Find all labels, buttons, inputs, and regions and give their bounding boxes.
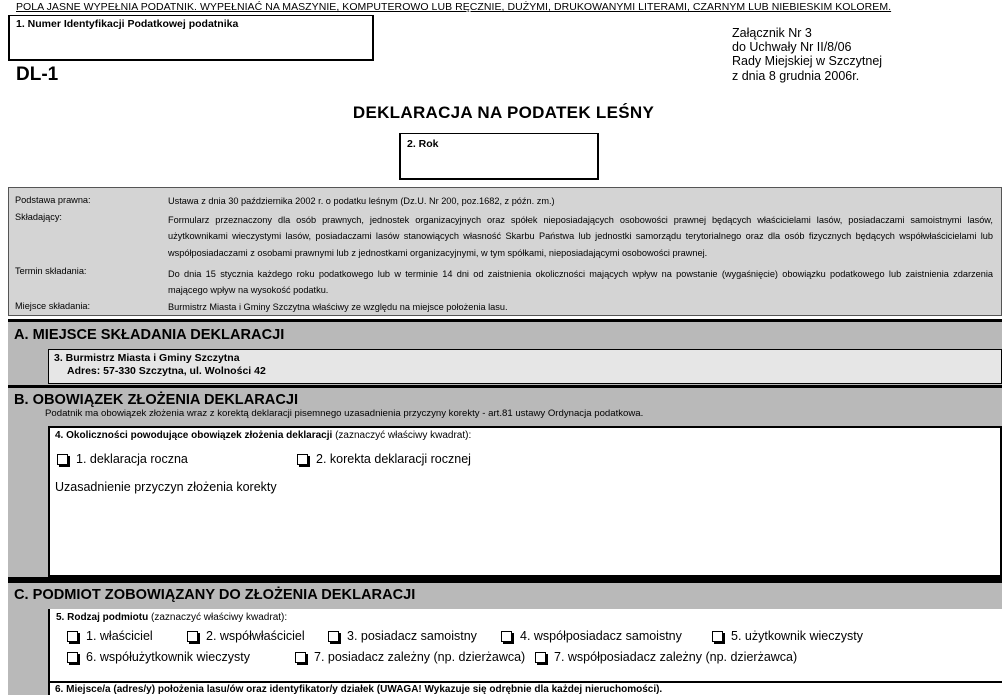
legal-info-panel: [8, 187, 1002, 316]
obligation-field-hint: (zaznaczyć właściwy kwadrat):: [332, 430, 472, 441]
place-value: Burmistrz Miasta i Gminy Szczytna właściwy ze względu na miejsce położenia lasu.: [168, 302, 508, 312]
option-co-perpetual-user[interactable]: [67, 650, 250, 664]
option-annual-label: 1. deklaracja roczna: [76, 452, 188, 466]
forest-location-field[interactable]: [48, 681, 1002, 695]
forest-location-label: 6. Miejsce/a (adres/y) położenia lasu/ów oraz identyfikator/y działek (UWAGA! Wykazuje się odrębnie dla każdej nieruchomości).: [55, 684, 663, 695]
place-label: Miejsce składania:: [15, 301, 91, 311]
checkbox-icon[interactable]: [187, 631, 198, 642]
legal-basis-label: Podstawa prawna:: [15, 195, 91, 205]
option-dependent-holder-label: 7. posiadacz zależny (np. dzierżawca): [314, 650, 526, 664]
obligation-field: [48, 426, 1002, 577]
option-co-owner[interactable]: [187, 629, 305, 643]
option-perpetual-user-label: 5. użytkownik wieczysty: [731, 629, 863, 643]
year-field[interactable]: [399, 133, 599, 180]
checkbox-icon[interactable]: [295, 652, 306, 663]
section-b-title: B. OBOWIĄZEK ZŁOŻENIA DEKLARACJI: [14, 392, 299, 408]
attachment-line-3: Rady Miejskiej w Szczytnej: [732, 54, 883, 69]
obligation-field-title: 4. Okoliczności powodujące obowiązek złożenia deklaracji: [55, 430, 333, 441]
justification-label: Uzasadnienie przyczyn złożenia korekty: [55, 480, 277, 494]
nip-field[interactable]: [8, 15, 374, 61]
option-co-independent-holder-label: 4. współposiadacz samoistny: [520, 629, 682, 643]
section-c: [8, 580, 1002, 695]
section-a-title: A. MIEJSCE SKŁADANIA DEKLARACJI: [14, 327, 285, 343]
option-owner[interactable]: [67, 629, 153, 643]
option-perpetual-user[interactable]: [712, 629, 863, 643]
option-co-owner-label: 2. współwłaściciel: [206, 629, 305, 643]
attachment-line-4: z dnia 8 grudnia 2006r.: [732, 68, 860, 83]
section-a: [8, 319, 1002, 385]
option-co-dependent-holder[interactable]: [535, 650, 797, 664]
page-title: DEKLARACJA NA PODATEK LEŚNY: [352, 103, 655, 122]
year-field-label: 2. Rok: [407, 138, 439, 150]
tax-office-name: 3. Burmistrz Miasta i Gminy Szczytna: [54, 352, 240, 364]
filer-label: Składający:: [15, 212, 62, 222]
entity-type-field: [48, 609, 1002, 686]
legal-basis-value: Ustawa z dnia 30 października 2002 r. o podatku leśnym (Dz.U. Nr 200, poz.1682, z późn. zm.): [168, 196, 555, 206]
option-independent-holder-label: 3. posiadacz samoistny: [347, 629, 477, 643]
option-dependent-holder[interactable]: [295, 650, 525, 664]
option-independent-holder[interactable]: [328, 629, 477, 643]
option-correction[interactable]: [297, 452, 471, 466]
option-co-independent-holder[interactable]: [501, 629, 682, 643]
tax-office-field: [48, 349, 1002, 384]
tax-office-address: Adres: 57-330 Szczytna, ul. Wolności 42: [67, 365, 266, 377]
checkbox-icon[interactable]: [297, 454, 308, 465]
checkbox-icon[interactable]: [328, 631, 339, 642]
attachment-info: [732, 26, 882, 83]
obligation-field-label: [55, 430, 471, 441]
form-code: DL-1: [16, 64, 59, 85]
option-correction-label: 2. korekta deklaracji rocznej: [316, 452, 471, 466]
option-annual-declaration[interactable]: [57, 452, 188, 466]
entity-type-hint: (zaznaczyć właściwy kwadrat):: [148, 612, 288, 623]
entity-type-label: [56, 612, 287, 623]
filer-value: Formularz przeznaczony dla osób prawnych, jednostek organizacyjnych oraz spółek nieposiadających osobowości prawnej będących właścicielami lasów, posiadaczami samoistnymi lasów, użytkownikami wieczystymi lasów, posiadaczami lasów stanowiących własność Skarbu Państwa lub jednostki samorządu terytorialnego oraz dla osób fizycznych będących współwłaścicielami lub współposiadaczami z osobami prawnymi lub z jednostkami organizacyjnymi, w tym spółkami, nieposiadającymi osobowości prawnej.: [168, 215, 993, 258]
checkbox-icon[interactable]: [57, 454, 68, 465]
attachment-line-2: do Uchwały Nr II/8/06: [732, 40, 852, 55]
correction-note: Podatnik ma obowiązek złożenia wraz z korektą deklaracji pisemnego uzasadnienia przyczyny korekty - art.81 ustawy Ordynacja podatkowa.: [45, 408, 644, 419]
checkbox-icon[interactable]: [712, 631, 723, 642]
section-c-title: C. PODMIOT ZOBOWIĄZANY DO ZŁOŻENIA DEKLARACJI: [14, 587, 416, 603]
option-co-perpetual-user-label: 6. współużytkownik wieczysty: [86, 650, 250, 664]
checkbox-icon[interactable]: [501, 631, 512, 642]
checkbox-icon[interactable]: [67, 631, 78, 642]
deadline-value: Do dnia 15 stycznia każdego roku podatkowego lub w terminie 14 dni od zaistnienia okoliczności mających wpływ na powstanie (wygaśnięcie) obowiązku podatkowego lub zaistnienia zdarzenia mającego wpływ na wysokość podatku.: [168, 269, 993, 296]
deadline-label: Termin składania:: [15, 266, 87, 276]
entity-type-title: 5. Rodzaj podmiotu: [56, 612, 149, 623]
option-owner-label: 1. właściciel: [86, 629, 153, 643]
checkbox-icon[interactable]: [535, 652, 546, 663]
fill-instruction: POLA JASNE WYPEŁNIA PODATNIK. WYPEŁNIAĆ NA MASZYNIE, KOMPUTEROWO LUB RĘCZNIE, DUŻYMI, DRUKOWANYMI LITERAMI, CZARNYM LUB NIEBIESKIM KOLOREM.: [16, 1, 892, 13]
checkbox-icon[interactable]: [67, 652, 78, 663]
attachment-line-1: Załącznik Nr 3: [732, 26, 812, 40]
section-b: [8, 385, 1002, 580]
option-co-dependent-holder-label: 7. współposiadacz zależny (np. dzierżawca): [554, 650, 798, 664]
nip-field-label: 1. Numer Identyfikacji Podatkowej podatnika: [16, 18, 239, 30]
